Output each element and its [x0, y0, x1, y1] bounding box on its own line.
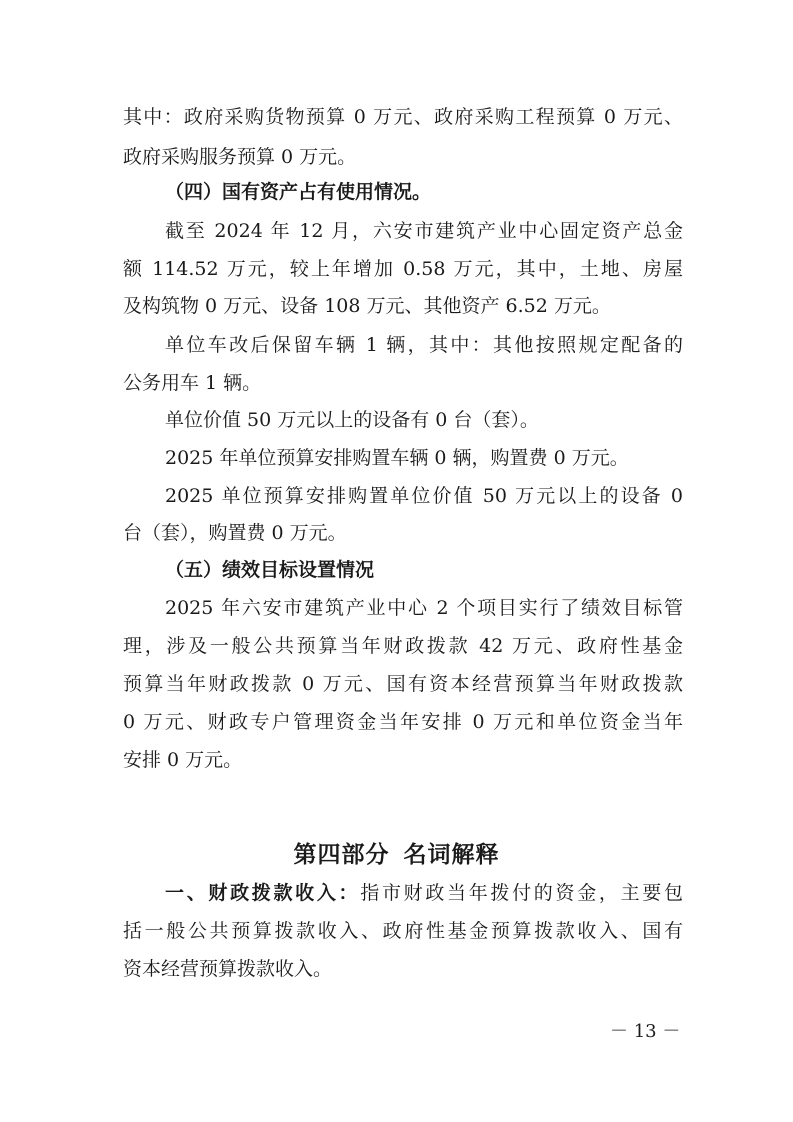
definition-text: 指市财政当年拨付的资金，主要包	[360, 882, 683, 904]
body-line: 额 114.52 万元，较上年增加 0.58 万元，其中，土地、房屋	[123, 258, 683, 280]
body-line: 资本经营预算拨款收入。	[123, 958, 333, 980]
body-line: 预算当年财政拨款 0 万元、国有资本经营预算当年财政拨款	[123, 673, 683, 695]
body-line: 公务用车 1 辆。	[123, 372, 262, 394]
body-line: 台（套），购置费 0 万元。	[123, 522, 347, 544]
body-line: 安排 0 万元。	[123, 749, 243, 771]
section-heading-performance: （五）绩效目标设置情况	[165, 559, 375, 581]
part-title	[0, 839, 793, 871]
body-line: 括一般公共预算拨款收入、政府性基金预算拨款收入、国有	[123, 920, 683, 942]
body-line: 理，涉及一般公共预算当年财政拨款 42 万元、政府性基金	[123, 635, 683, 657]
body-line: 及构筑物 0 万元、设备 108 万元、其他资产 6.52 万元。	[123, 295, 611, 317]
body-line: 单位车改后保留车辆 1 辆，其中：其他按照规定配备的	[165, 334, 683, 356]
section-heading-assets: （四）国有资产占有使用情况。	[165, 181, 432, 203]
body-line: 2025 年六安市建筑产业中心 2 个项目实行了绩效目标管	[165, 597, 683, 619]
definition-term: 一、财政拨款收入：	[165, 882, 361, 904]
part-title-number: 第四部分	[293, 842, 390, 868]
body-line: 政府采购服务预算 0 万元。	[123, 146, 357, 168]
body-line: 单位价值 50 万元以上的设备有 0 台（套）。	[165, 409, 539, 431]
definition-line	[165, 879, 683, 907]
page-number: － 13 －	[610, 1021, 681, 1042]
part-title-name: 名词解释	[403, 842, 500, 868]
body-line: 其中：政府采购货物预算 0 万元、政府采购工程预算 0 万元、	[123, 106, 683, 128]
body-line: 0 万元、财政专户管理资金当年安排 0 万元和单位资金当年	[123, 711, 683, 733]
body-line: 2025 单位预算安排购置单位价值 50 万元以上的设备 0	[165, 485, 683, 507]
body-line: 截至 2024 年 12 月，六安市建筑产业中心固定资产总金	[165, 220, 683, 242]
body-line: 2025 年单位预算安排购置车辆 0 辆，购置费 0 万元。	[165, 447, 629, 469]
